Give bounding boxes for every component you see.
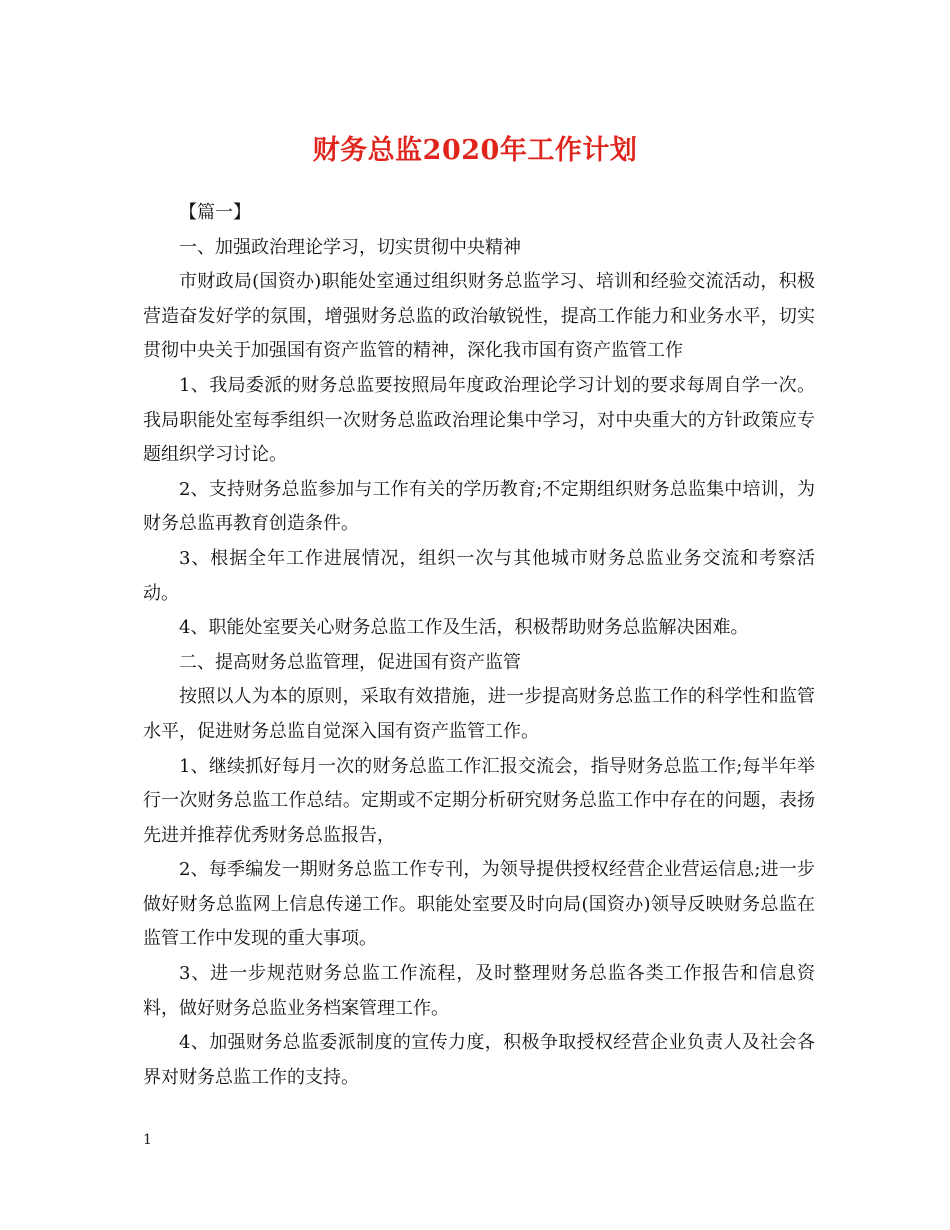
paragraph-item-2-1: 1、继续抓好每月一次的财务总监工作汇报交流会，指导财务总监工作;每半年举行一次财务总监工作总结。定期或不定期分析研究财务总监工作中存在的问题，表扬先进并推荐优秀财务总监报告，	[143, 755, 815, 846]
paragraph-item-1-2: 2、支持财务总监参加与工作有关的学历教育;不定期组织财务总监集中培训，为财务总监再教育创造条件。	[143, 478, 815, 535]
paragraph-intro-1: 市财政局(国资办)职能处室通过组织财务总监学习、培训和经验交流活动，积极营造奋发好学的氛围，增强财务总监的政治敏锐性，提高工作能力和业务水平，切实贯彻中央关于加强国有资产监管的精神，深化我市国有资产监管工作	[143, 271, 815, 362]
paragraph-item-2-4: 4、加强财务总监委派制度的宣传力度，积极争取授权经营企业负责人及社会各界对财务总监工作的支持。	[143, 1032, 815, 1088]
document-title: 财务总监2020年工作计划	[312, 135, 638, 166]
paragraph-item-2-2: 2、每季编发一期财务总监工作专刊，为领导提供授权经营企业营运信息;进一步做好财务总监网上信息传递工作。职能处室要及时向局(国资办)领导反映财务总监在监管工作中发现的重大事项。	[143, 859, 815, 950]
paragraph-item-1-4: 4、职能处室要关心财务总监工作及生活，积极帮助财务总监解决困难。	[179, 617, 749, 639]
paragraph-intro-2: 按照以人为本的原则，采取有效措施，进一步提高财务总监工作的科学性和监管水平，促进财务总监自觉深入国有资产监管工作。	[143, 686, 815, 742]
section-label: 【篇一】	[179, 202, 251, 223]
heading-1: 一、加强政治理论学习，切实贯彻中央精神	[179, 236, 521, 258]
paragraph-item-1-3: 3、根据全年工作进展情况，组织一次与其他城市财务总监业务交流和考察活动。	[143, 547, 815, 604]
page-number: 1	[143, 1132, 152, 1148]
paragraph-item-1-1: 1、我局委派的财务总监要按照局年度政治理论学习计划的要求每周自学一次。我局职能处室每季组织一次财务总监政治理论集中学习，对中央重大的方针政策应专题组织学习讨论。	[143, 374, 815, 466]
paragraph-item-2-3: 3、进一步规范财务总监工作流程，及时整理财务总监各类工作报告和信息资料，做好财务总监业务档案管理工作。	[143, 963, 815, 1019]
heading-2: 二、提高财务总监管理，促进国有资产监管	[179, 651, 521, 673]
document-body	[143, 196, 815, 1095]
